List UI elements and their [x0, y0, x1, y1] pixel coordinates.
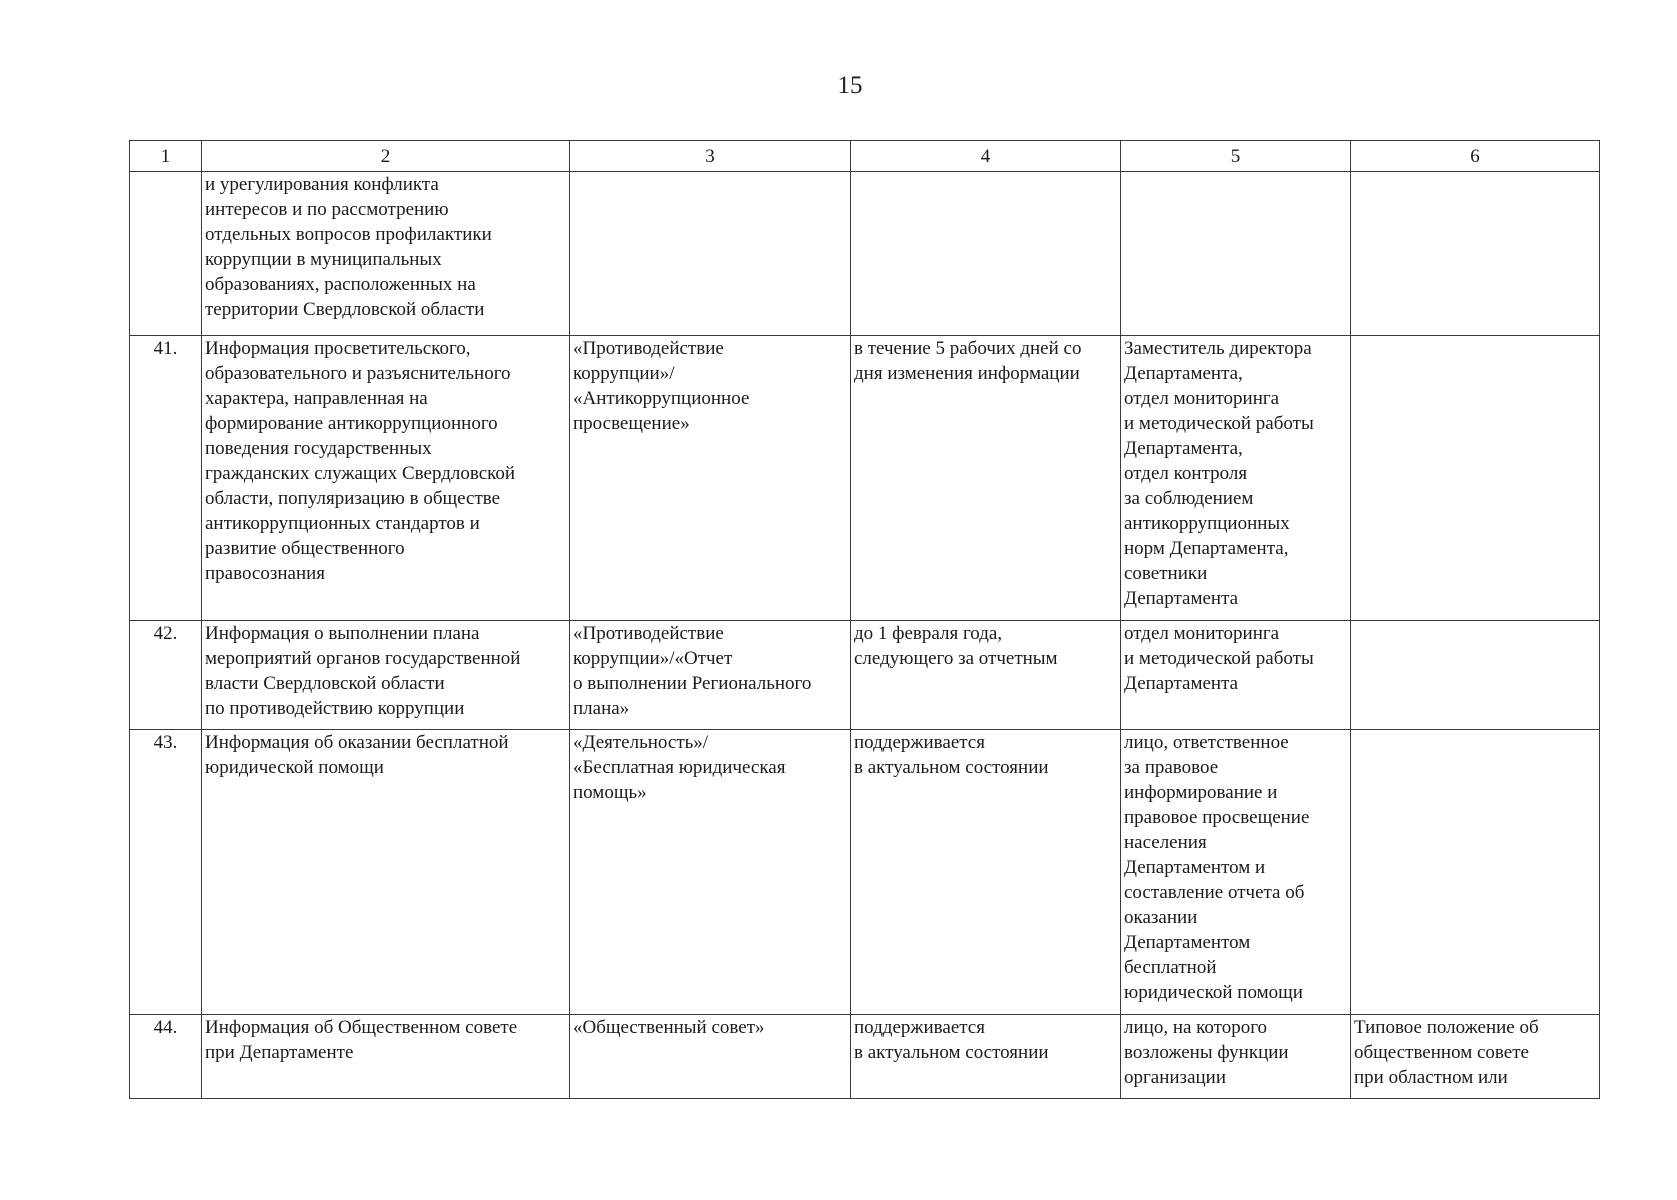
page-number: 15	[837, 72, 863, 99]
column-header-4: 4	[851, 141, 1121, 172]
cell-responsible: Заместитель директора Департамента, отдел мониторинга и методической работы Департамента, отдел контроля за соблюдением антикоррупционных норм Департамента, советники Департамента	[1121, 336, 1351, 621]
cell-section	[570, 172, 851, 336]
table-header-row	[130, 141, 1600, 172]
cell-note	[1351, 730, 1600, 1015]
cell-update-period	[851, 172, 1121, 336]
cell-section: «Противодействие коррупции»/«Отчет о выполнении Регионального плана»	[570, 621, 851, 730]
cell-information-name: Информация об Общественном совете при Департаменте	[202, 1015, 570, 1099]
cell-information-name: Информация просветительского, образовательного и разъяснительного характера, направленная на формирование антикоррупционного поведения государственных гражданских служащих Свердловской области, популяризацию в обществе антикоррупционных стандартов и развитие общественного правосознания	[202, 336, 570, 621]
table-row	[130, 621, 1600, 730]
row-number: 43.	[130, 730, 202, 1015]
cell-section: «Деятельность»/ «Бесплатная юридическая помощь»	[570, 730, 851, 1015]
cell-note	[1351, 621, 1600, 730]
column-header-1: 1	[130, 141, 202, 172]
table-row	[130, 172, 1600, 336]
row-number: 41.	[130, 336, 202, 621]
cell-note: Типовое положение об общественном совете при областном или	[1351, 1015, 1600, 1099]
cell-information-name: Информация об оказании бесплатной юридической помощи	[202, 730, 570, 1015]
cell-update-period: до 1 февраля года, следующего за отчетным	[851, 621, 1121, 730]
document-table	[129, 140, 1600, 1099]
cell-responsible	[1121, 172, 1351, 336]
cell-update-period: поддерживается в актуальном состоянии	[851, 1015, 1121, 1099]
cell-update-period: в течение 5 рабочих дней со дня изменения информации	[851, 336, 1121, 621]
table-row	[130, 1015, 1600, 1099]
table-row	[130, 336, 1600, 621]
cell-responsible: отдел мониторинга и методической работы Департамента	[1121, 621, 1351, 730]
cell-information-name: и урегулирования конфликта интересов и по рассмотрению отдельных вопросов профилактики коррупции в муниципальных образованиях, расположенных на территории Свердловской области	[202, 172, 570, 336]
row-number: 42.	[130, 621, 202, 730]
table-row	[130, 730, 1600, 1015]
cell-information-name: Информация о выполнении плана мероприятий органов государственной власти Свердловской области по противодействию коррупции	[202, 621, 570, 730]
column-header-3: 3	[570, 141, 851, 172]
cell-section: «Общественный совет»	[570, 1015, 851, 1099]
cell-section: «Противодействие коррупции»/ «Антикоррупционное просвещение»	[570, 336, 851, 621]
column-header-2: 2	[202, 141, 570, 172]
row-number: 44.	[130, 1015, 202, 1099]
cell-responsible: лицо, на которого возложены функции организации	[1121, 1015, 1351, 1099]
column-header-5: 5	[1121, 141, 1351, 172]
cell-update-period: поддерживается в актуальном состоянии	[851, 730, 1121, 1015]
cell-note	[1351, 172, 1600, 336]
row-number	[130, 172, 202, 336]
cell-note	[1351, 336, 1600, 621]
cell-responsible: лицо, ответственное за правовое информирование и правовое просвещение населения Департаментом и составление отчета об оказании Департаментом бесплатной юридической помощи	[1121, 730, 1351, 1015]
column-header-6: 6	[1351, 141, 1600, 172]
